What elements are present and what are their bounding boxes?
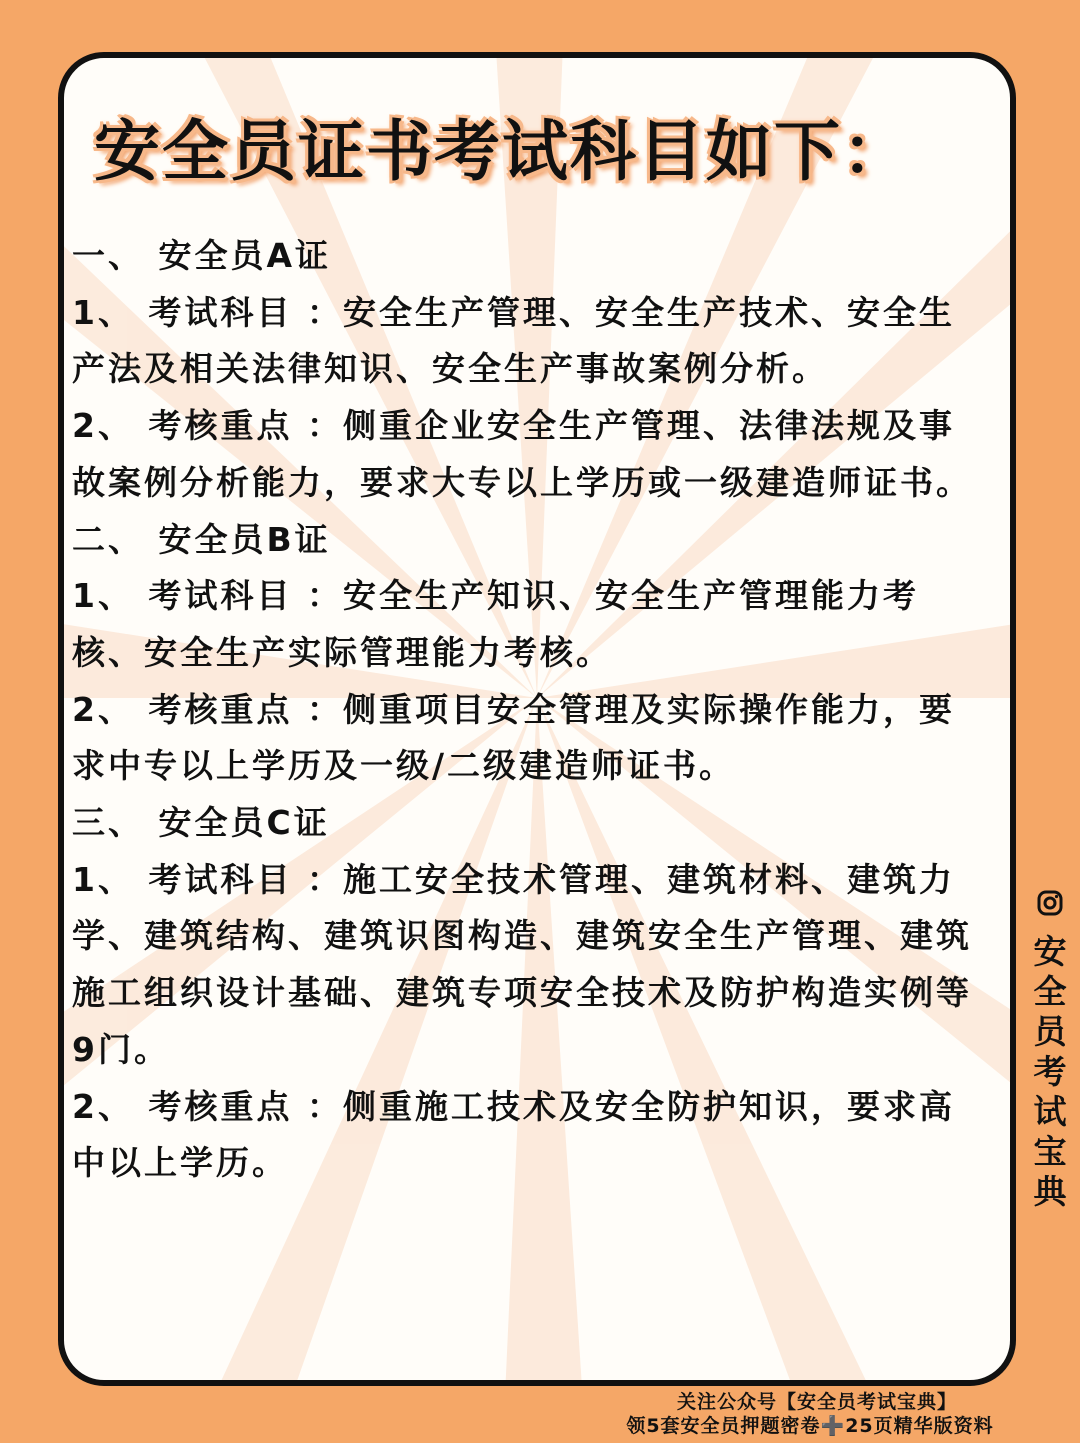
footer-line-2: 领5套安全员押题密卷➕25页精华版资料 [626, 1415, 994, 1437]
exam-subjects-a: 1、 考试科目 ：安全生产管理、安全生产技术、安全生产法及相关法律知识、安全生产事故案例分析。 [72, 292, 955, 389]
section-heading-a: 一、 安全员A证 [72, 236, 332, 275]
exam-focus-b: 2、 考核重点 ：侧重项目安全管理及实际操作能力，要求中专以上学历及一级/二级建造师证书。 [72, 689, 955, 786]
footer-promo [600, 1390, 1020, 1438]
page-title: 安全员证书考试科目如下： [94, 113, 910, 190]
exam-focus-c: 2、 考核重点 ：侧重施工技术及安全防护知识，要求高中以上学历。 [72, 1086, 955, 1183]
section-heading-c: 三、 安全员C证 [72, 803, 330, 843]
side-label-text: 安全员考试宝典 [1033, 932, 1067, 1211]
content-card [58, 52, 1016, 1386]
exam-subjects-content [72, 228, 990, 1192]
footer-line-1: 关注公众号【安全员考试宝典】 [676, 1391, 957, 1413]
exam-subjects-b: 1、 考试科目 ：安全生产知识、安全生产管理能力考核、安全生产实际管理能力考核。 [72, 576, 919, 672]
section-heading-b: 二、 安全员B证 [72, 519, 331, 559]
exam-focus-a: 2、 考核重点 ：侧重企业安全生产管理、法律法规及事故案例分析能力，要求大专以上学历或一级建造师证书。 [72, 406, 972, 502]
side-watermark [1030, 888, 1070, 1212]
exam-subjects-c: 1、 考试科目 ：施工安全技术管理、建筑材料、建筑力学、建筑结构、建筑识图构造、建筑安全生产管理、建筑施工组织设计基础、建筑专项安全技术及防护构造实例等9门。 [72, 859, 972, 1069]
instagram-icon [1030, 888, 1070, 928]
